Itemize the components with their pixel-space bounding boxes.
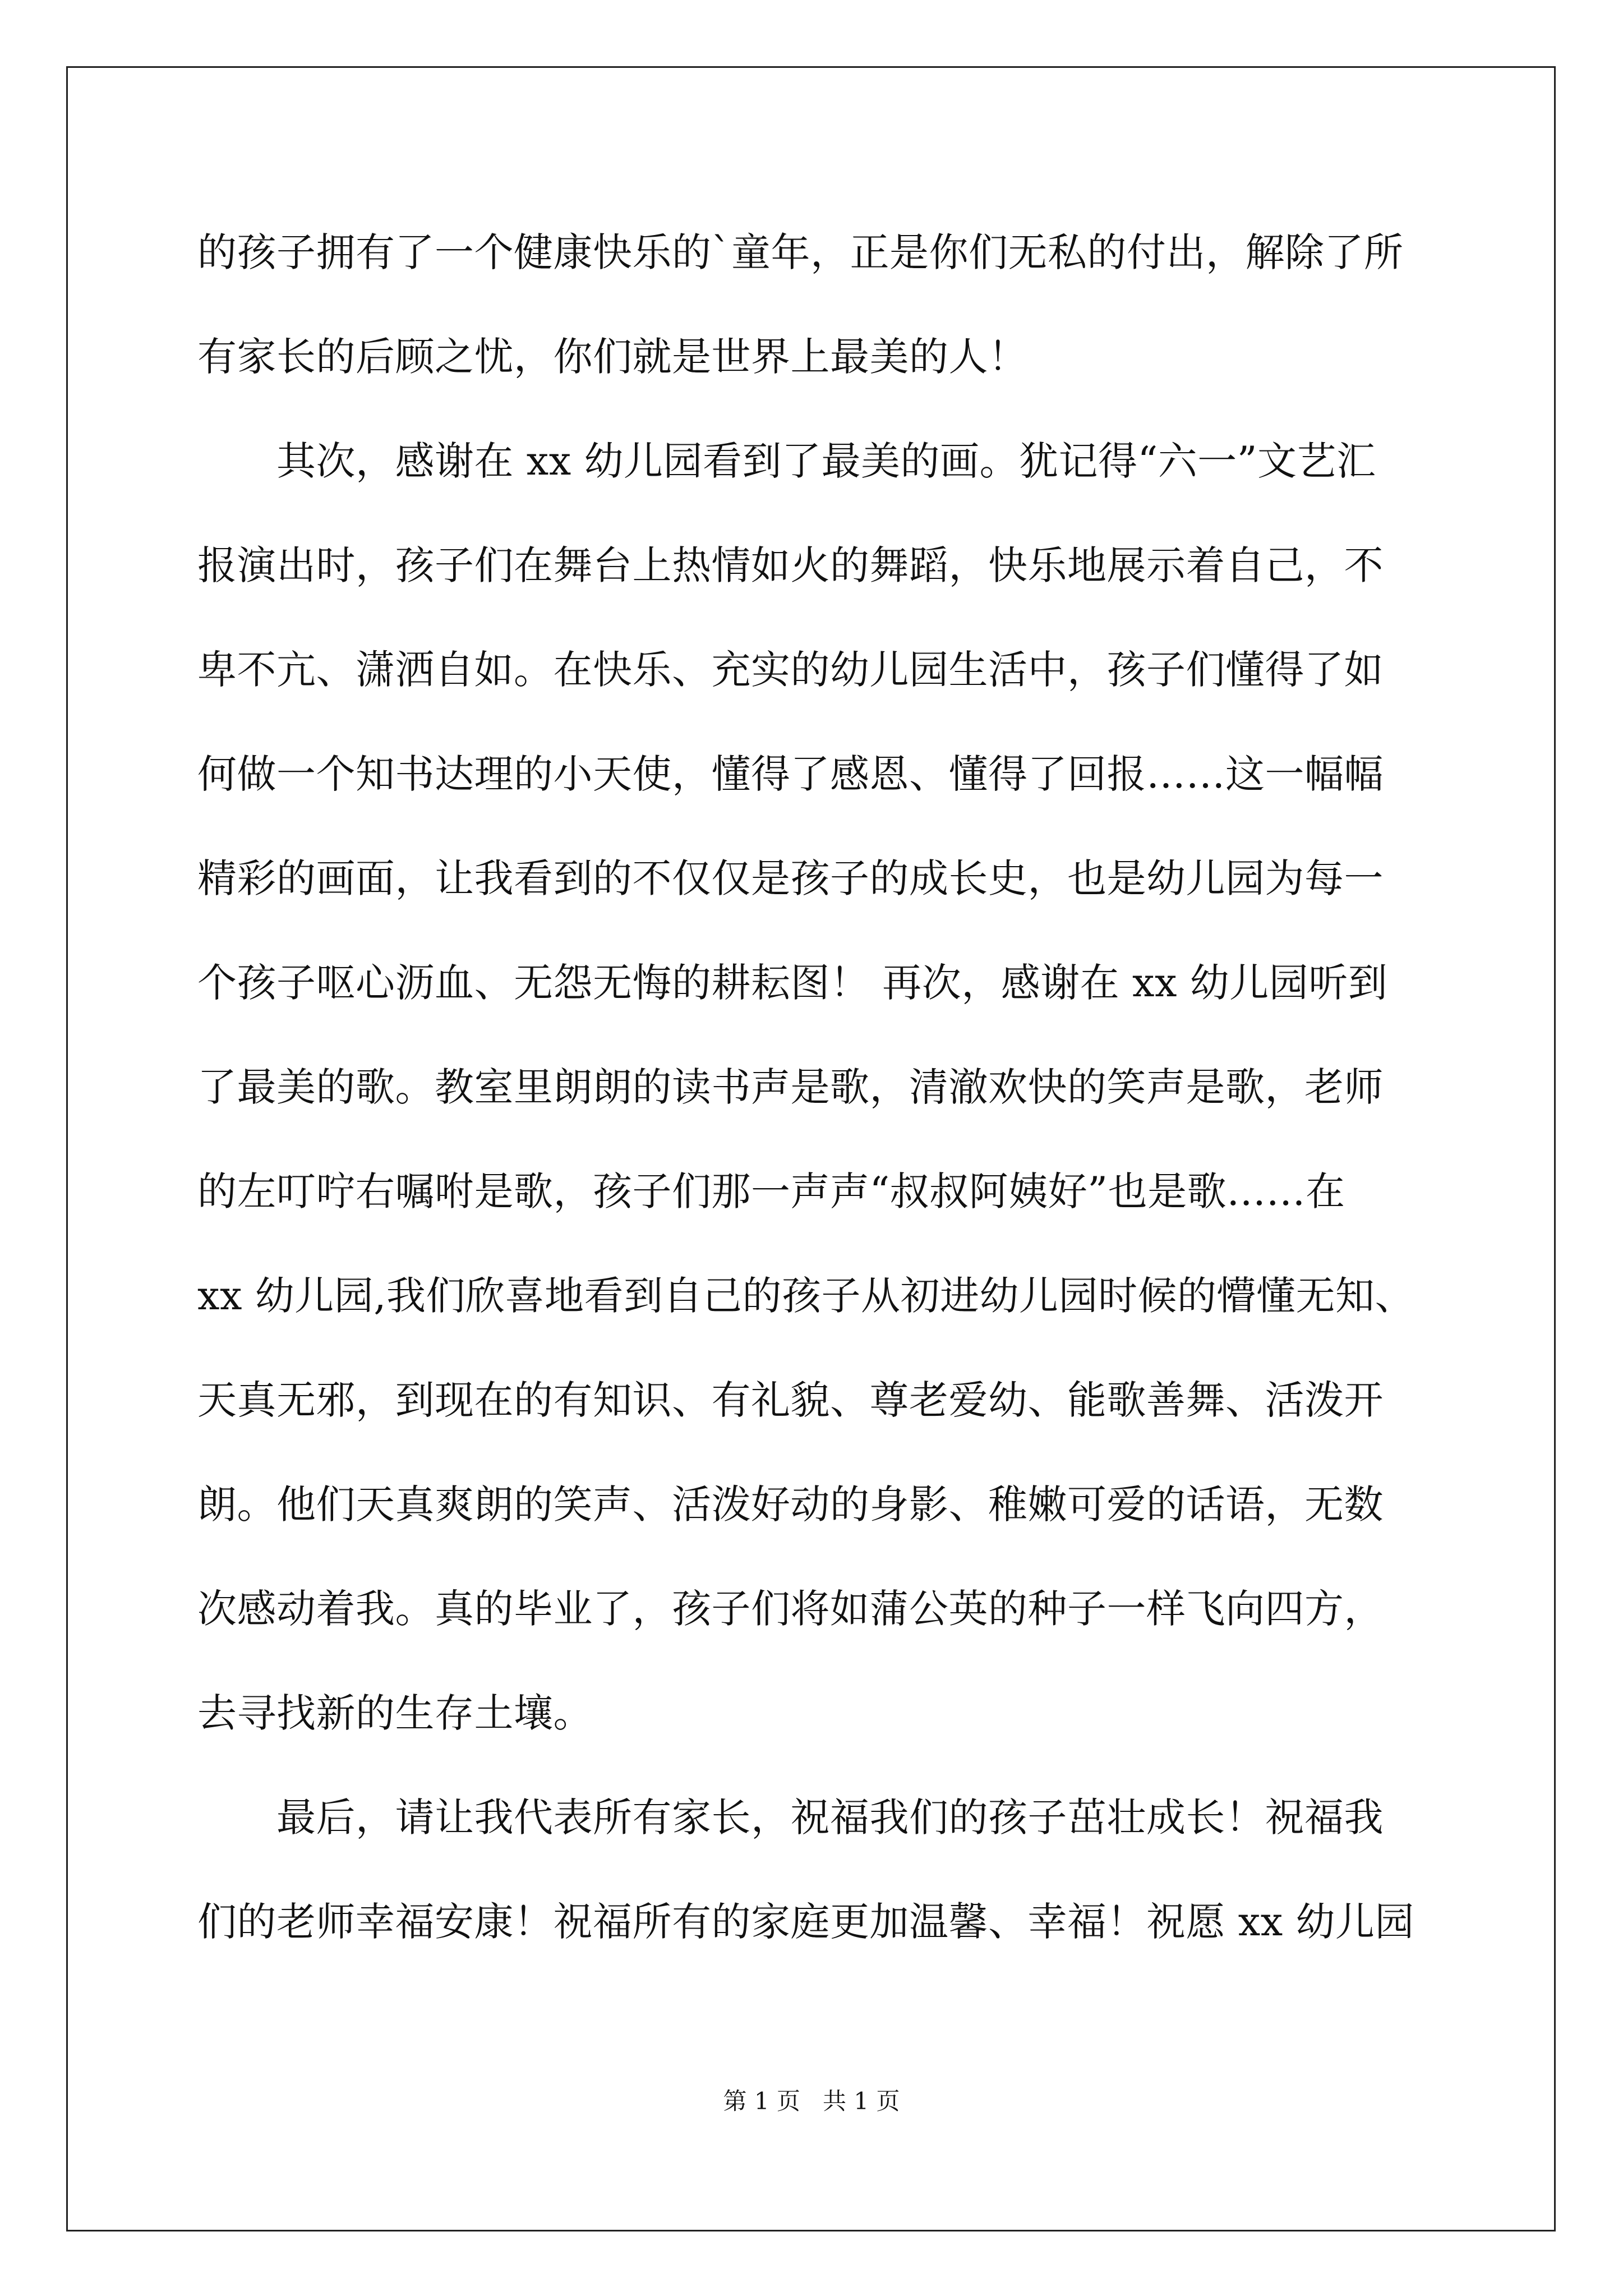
body-text-line: 其次，感谢在 xx 幼儿园看到了最美的画。犹记得“六一”文艺汇 <box>197 438 1376 484</box>
body-text-line: 有家长的后顾之忧，你们就是世界上最美的人！ <box>197 334 1028 380</box>
body-text-line: 报演出时，孩子们在舞台上热情如火的舞蹈，快乐地展示着自己，不 <box>197 542 1384 588</box>
body-text-line: 天真无邪，到现在的有知识、有礼貌、尊老爱幼、能歌善舞、活泼开 <box>197 1377 1384 1423</box>
body-text-line: 次感动着我。真的毕业了，孩子们将如蒲公英的种子一样飞向四方， <box>197 1586 1384 1632</box>
body-text-line: 最后，请让我代表所有家长，祝福我们的孩子茁壮成长！祝福我 <box>197 1795 1384 1841</box>
body-text-line: 卑不亢、潇洒自如。在快乐、充实的幼儿园生活中，孩子们懂得了如 <box>197 647 1384 693</box>
body-text-line: 的孩子拥有了一个健康快乐的`童年，正是你们无私的付出，解除了所 <box>197 229 1404 275</box>
body-text-line: 去寻找新的生存土壤。 <box>197 1690 593 1736</box>
body-text-line: 精彩的画面，让我看到的不仅仅是孩子的成长史，也是幼儿园为每一 <box>197 855 1384 901</box>
body-text-line: 的左叮咛右嘱咐是歌，孩子们那一声声“叔叔阿姨好”也是歌……在 <box>197 1168 1345 1214</box>
body-text-line: 们的老师幸福安康！祝福所有的家庭更加温馨、幸福！祝愿 xx 幼儿园 <box>197 1899 1414 1945</box>
body-text-line: xx 幼儿园,我们欣喜地看到自己的孩子从初进幼儿园时候的懵懂无知、 <box>197 1273 1414 1319</box>
body-text-line: 个孩子呕心沥血、无怨无悔的耕耘图！ 再次，感谢在 xx 幼儿园听到 <box>197 960 1388 1006</box>
body-text-line: 何做一个知书达理的小天使，懂得了感恩、懂得了回报……这一幅幅 <box>197 751 1384 797</box>
body-text-line: 朗。他们天真爽朗的笑声、活泼好动的身影、稚嫩可爱的话语，无数 <box>197 1481 1384 1527</box>
page-footer: 第 1 页 共 1 页 <box>723 2087 900 2115</box>
body-text-line: 了最美的歌。教室里朗朗的读书声是歌，清澈欢快的笑声是歌，老师 <box>197 1064 1384 1110</box>
